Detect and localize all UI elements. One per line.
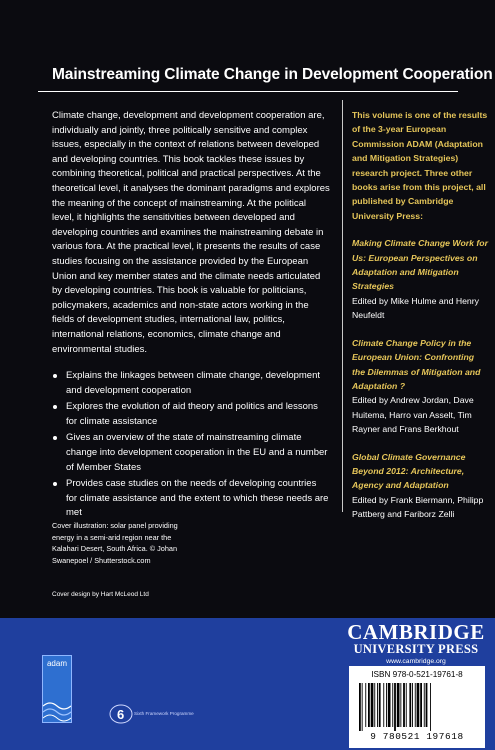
barcode-bar: [426, 683, 428, 727]
publisher-name-line2: UNIVERSITY PRESS: [353, 642, 479, 656]
list-item: [52, 431, 330, 475]
barcode-bar: [386, 683, 387, 727]
barcode-bars: [357, 683, 477, 731]
isbn-label: ISBN 978-0-521-19761-8: [371, 670, 463, 679]
barcode-bar: [412, 683, 413, 727]
list-item-text: Gives an overview of the state of mainstreaming climate change into development cooperation in the EU and a number of Member States: [66, 432, 328, 473]
book-title: Mainstreaming Climate Change in Development Cooperation: [52, 66, 493, 83]
related-book-title: Climate Change Policy in the European Union: Confronting the Dilemmas of Mitigation and Adaptation ?: [352, 337, 481, 391]
framework-number: 6: [117, 707, 125, 722]
sixth-framework-logo: [109, 703, 204, 725]
barcode-bar: [388, 683, 391, 727]
isbn-barcode: [349, 666, 485, 748]
framework-emblem-icon: [109, 703, 133, 725]
bullet-icon: [53, 405, 57, 409]
cover-design-credit: Cover design by Hart McLeod Ltd: [52, 591, 149, 598]
publisher-logo: [346, 621, 486, 665]
bullet-icon: [53, 482, 57, 486]
barcode-bar: [374, 683, 375, 727]
barcode-bar: [392, 683, 393, 727]
related-book: [352, 336, 488, 437]
list-item: [52, 477, 330, 521]
related-book-editors: Edited by Mike Hulme and Henry Neufeldt: [352, 295, 479, 321]
adam-wave-icon: [43, 698, 71, 722]
list-item-text: Explores the evolution of aid theory and politics and lessons for climate assistance: [66, 401, 318, 427]
book-description: Climate change, development and development cooperation are, individually and jointly, three politically sensitive and complex issues, especially in the context of relations between developed and developing countries. This book tackles these issues by combining theoretical, political and practical perspectives. At the theoretical level, it analyses the dominant paradigms and explores the meaning of the concept of mainstreaming. At the political level, it highlights the sensitivities between developed and developing countries and examines the mainstreaming debate in various fora. At the practical level, it presents the results of case studies focusing on the assistance provided by the European Union and key member states and the climate needs articulated by developing countries. This book is valuable for politicians, policymakers, academics and non-state actors working in the fields of development studies, international law, politics, international relations, economics, climate change and environmental studies.: [52, 110, 330, 355]
barcode-bar: [397, 683, 400, 727]
list-item: [52, 400, 330, 429]
barcode-bar: [409, 683, 411, 727]
series-intro: This volume is one of the results of the 3-year European Commission ADAM (Adaptation and Mitigation Strategies) research project. Three other books arise from this project, all published by Cambridge University Press:: [352, 110, 488, 221]
related-book: [352, 450, 488, 522]
related-book-title: Making Climate Change Work for Us: European Perspectives on Adaptation and Mitigation Strategies: [352, 238, 488, 292]
framework-text: Sixth Framework Programme: [134, 711, 194, 716]
cover-illustration-credit: Cover illustration: solar panel providing energy in a semi-arid region near the Kalahari Desert, South Africa. © Johan Swanepoel / Shutterstock.com: [52, 521, 178, 565]
related-book-editors: Edited by Andrew Jordan, Dave Huitema, Harro van Asselt, Tim Rayner and Frans Berkhout: [352, 395, 474, 435]
list-item: [52, 369, 330, 398]
barcode-bar: [430, 683, 431, 731]
bullet-icon: [53, 436, 57, 440]
publisher-name-line1: CAMBRIDGE: [347, 620, 485, 644]
adam-logo: [42, 655, 72, 723]
barcode-bar: [415, 683, 416, 727]
related-book: [352, 236, 488, 322]
barcode-bar: [368, 683, 370, 727]
sidebar-column: [352, 108, 488, 522]
barcode-bar: [383, 683, 384, 727]
barcode-digits: 9 780521 197618: [370, 731, 464, 742]
barcode-bar: [371, 683, 374, 727]
feature-list: [52, 369, 330, 521]
title-divider: [38, 91, 458, 92]
barcode-bar: [420, 683, 422, 727]
barcode-bar: [400, 683, 401, 727]
barcode-bar: [359, 683, 361, 731]
barcode-bar: [377, 683, 378, 727]
related-book-title: Global Climate Governance Beyond 2012: Architecture, Agency and Adaptation: [352, 451, 466, 491]
list-item-text: Provides case studies on the needs of developing countries for climate assistance and the extent to which these needs are met: [66, 478, 329, 519]
barcode-bar: [394, 683, 396, 731]
barcode-bar: [403, 683, 405, 727]
publisher-url: www.cambridge.org: [386, 658, 446, 665]
barcode-bar: [417, 683, 420, 727]
barcode-bar: [362, 683, 363, 731]
related-book-editors: Edited by Frank Biermann, Philipp Pattberg and Fariborz Zelli: [352, 494, 484, 520]
barcode-bar: [379, 683, 381, 727]
barcode-bar: [406, 683, 407, 727]
list-item-text: Explains the linkages between climate change, development and development cooperation: [66, 370, 321, 396]
barcode-bar: [424, 683, 425, 727]
adam-logo-text: adam: [46, 659, 67, 668]
main-column: [52, 109, 330, 523]
column-divider: [342, 100, 343, 512]
barcode-bar: [365, 683, 366, 727]
bullet-icon: [53, 374, 57, 378]
